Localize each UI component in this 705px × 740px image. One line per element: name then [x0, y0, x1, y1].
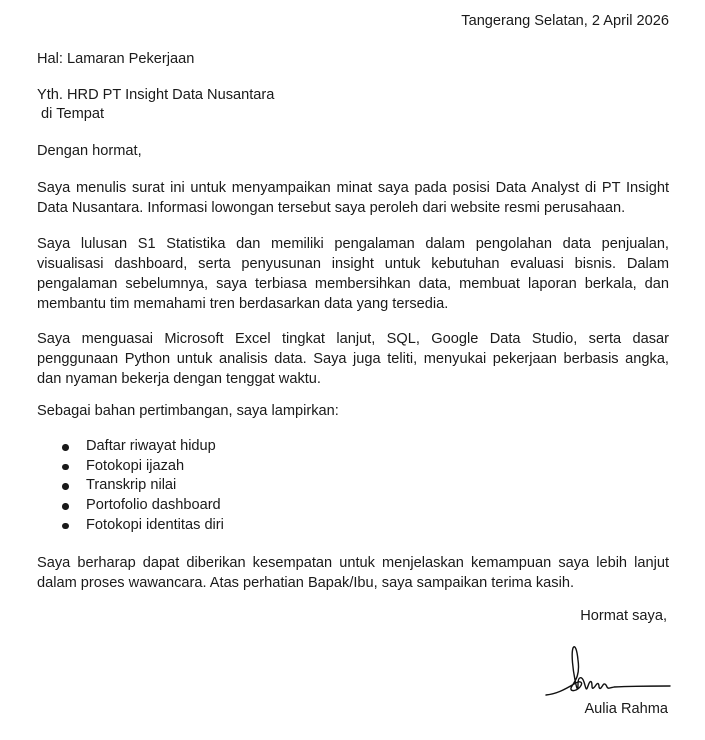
list-item: Fotokopi ijazah	[60, 457, 224, 477]
attachments-list	[60, 437, 224, 536]
paragraph-experience: Saya lulusan S1 Statistika dan memiliki pengalaman dalam pengolahan data penjualan, visualisasi dashboard, serta penyusunan insight untuk kebutuhan evaluasi bisnis. Dalam pengalaman sebelumnya, saya terbiasa membersihkan data, membuat laporan berkala, dan membantu tim memahami tren berdasarkan data yang tersedia.	[37, 236, 669, 312]
paragraph-intro: Saya menulis surat ini untuk menyampaikan minat saya pada posisi Data Analyst di PT Insight Data Nusantara. Informasi lowongan tersebut saya peroleh dari website resmi perusahaan.	[37, 180, 669, 216]
signer-name: Aulia Rahma	[584, 701, 668, 717]
recipient-line-1: Yth. HRD PT Insight Data Nusantara	[37, 87, 275, 103]
paragraph-skills: Saya menguasai Microsoft Excel tingkat lanjut, SQL, Google Data Studio, serta dasar penggunaan Python untuk analisis data. Saya juga teliti, menyukai pekerjaan berbasis angka, dan nyaman bekerja dengan tenggat waktu.	[37, 331, 669, 387]
list-item: Daftar riwayat hidup	[60, 437, 224, 457]
signature-icon	[544, 640, 674, 702]
subject-line: Hal: Lamaran Pekerjaan	[37, 51, 195, 67]
list-item: Fotokopi identitas diri	[60, 516, 224, 536]
list-item: Transkrip nilai	[60, 476, 224, 496]
place-date: Tangerang Selatan, 2 April 2026	[461, 13, 669, 29]
list-item: Portofolio dashboard	[60, 496, 224, 516]
salutation: Dengan hormat,	[37, 143, 142, 159]
attachments-intro: Sebagai bahan pertimbangan, saya lampirkan:	[37, 403, 339, 419]
recipient-line-2: di Tempat	[37, 106, 105, 122]
paragraph-closing: Saya berharap dapat diberikan kesempatan untuk menjelaskan kemampuan saya lebih lanjut dalam proses wawancara. Atas perhatian Bapak/Ibu, saya sampaikan terima kasih.	[37, 555, 669, 591]
closing-phrase: Hormat saya,	[580, 608, 667, 624]
